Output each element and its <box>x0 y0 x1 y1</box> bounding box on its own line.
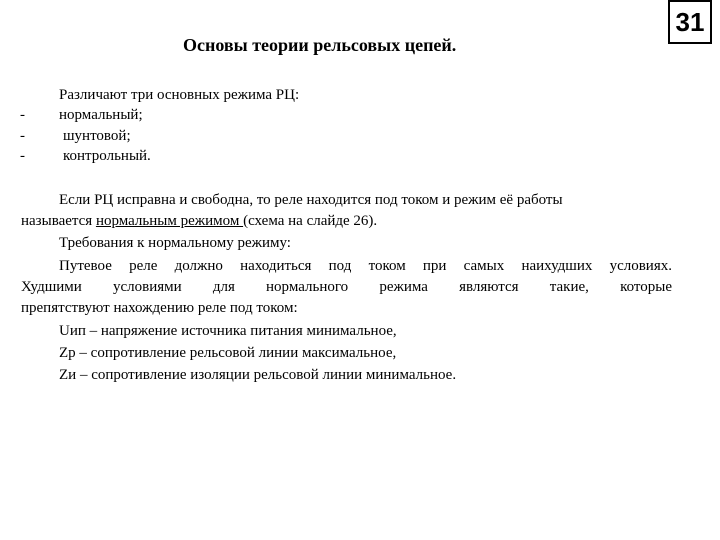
normal-mode-underlined: нормальным режимом <box>95 213 244 229</box>
requirements-line: Путевое реле должно находиться под током при самых наихудших условиях. <box>59 258 672 274</box>
mode-item-shunt: шунтовой; <box>63 128 131 144</box>
mode-item-normal: нормальный; <box>59 107 143 123</box>
condition-insulation-resistance: Zи – сопротивление изоляции рельсовой линии минимальное. <box>59 367 457 383</box>
word: которые <box>620 279 672 295</box>
word: для <box>212 279 235 295</box>
word: такие, <box>549 279 589 295</box>
slide-title: Основы теории рельсовых цепей. <box>183 35 457 55</box>
modes-intro: Различают три основных режима РЦ: <box>59 87 300 103</box>
paragraph-line <box>21 211 377 231</box>
mode-item-control: контрольный. <box>63 148 151 164</box>
condition-supply-voltage: Uип – напряжение источника питания минимальное, <box>59 323 397 339</box>
word: режима <box>379 279 428 295</box>
requirements-line: препятствуют нахождению реле под током: <box>21 300 298 316</box>
slide-number-badge: 31 <box>668 0 712 44</box>
condition-rail-resistance: Zр – сопротивление рельсовой линии максимальное, <box>59 345 397 361</box>
text-fragment: называется <box>21 213 96 229</box>
bullet-dash: - <box>20 148 25 164</box>
requirements-line <box>21 277 672 297</box>
word: нормального <box>266 279 349 295</box>
bullet-dash: - <box>20 107 25 123</box>
paragraph-line: Если РЦ исправна и свободна, то реле находится под током и режим её работы <box>59 192 563 208</box>
bullet-dash: - <box>20 128 25 144</box>
word: условиями <box>112 279 182 295</box>
word: Худшими <box>21 279 82 295</box>
requirements-heading: Требования к нормальному режиму: <box>59 235 291 251</box>
text-fragment: (схема на слайде 26). <box>243 213 378 229</box>
word: являются <box>459 279 519 295</box>
